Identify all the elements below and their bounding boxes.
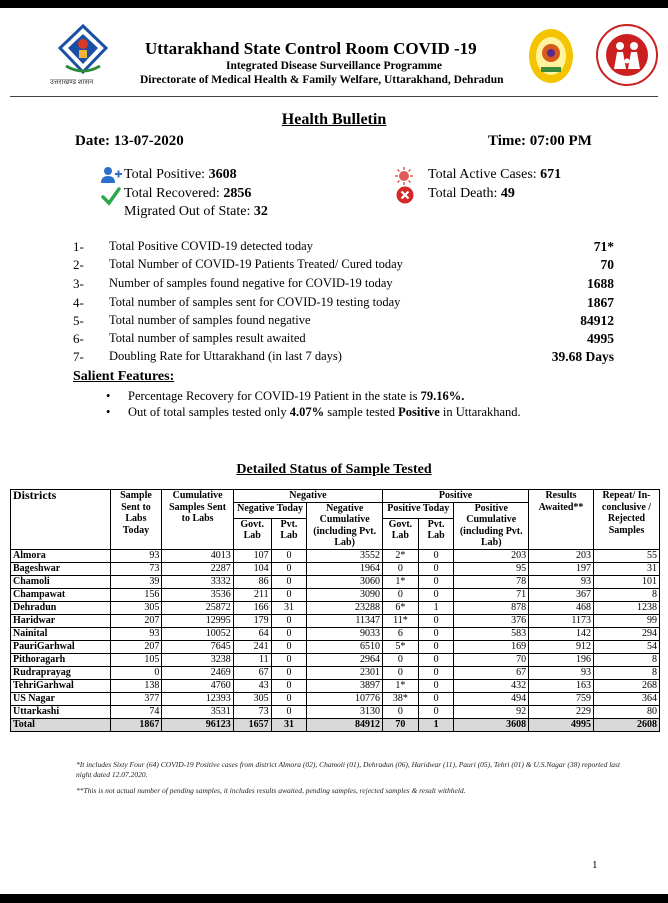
bulletin-time: Time: 07:00 PM xyxy=(488,133,592,149)
table-cell: 367 xyxy=(529,588,594,601)
table-cell: 70 xyxy=(383,718,419,731)
add-user-icon xyxy=(101,166,123,184)
table-cell: 3608 xyxy=(454,718,529,731)
bulletin-title: Health Bulletin xyxy=(281,111,387,128)
bullet-icon: • xyxy=(106,405,111,419)
table-cell: 67 xyxy=(233,666,271,679)
table-row xyxy=(11,575,660,588)
table-cell: 0 xyxy=(383,705,419,718)
table-cell: 3531 xyxy=(162,705,233,718)
district-name: Nainital xyxy=(11,627,111,640)
table-cell: 99 xyxy=(593,614,659,627)
summary-text: Total number of samples sent for COVID-19 testing today xyxy=(109,295,401,309)
table-cell: 0 xyxy=(110,666,162,679)
col-negative: Negative xyxy=(233,490,382,503)
table-cell: 1173 xyxy=(529,614,594,627)
table-cell: 0 xyxy=(383,562,419,575)
summary-value: 39.68 Days xyxy=(551,349,614,364)
table-cell: 0 xyxy=(418,562,454,575)
table-cell: 3552 xyxy=(307,549,383,562)
district-name: Total xyxy=(11,718,111,731)
table-cell: 207 xyxy=(110,614,162,627)
table-cell: 73 xyxy=(110,562,162,575)
district-name: PauriGarhwal xyxy=(11,640,111,653)
table-cell: 156 xyxy=(110,588,162,601)
total-positive: Total Positive: 3608 xyxy=(124,167,237,182)
table-row xyxy=(11,601,660,614)
directorate: Directorate of Medical Health & Family Welfare, Uttarakhand, Dehradun xyxy=(140,74,504,86)
page-number: 1 xyxy=(592,859,598,871)
table-cell: 1 xyxy=(418,601,454,614)
table-cell: 38* xyxy=(383,692,419,705)
table-cell: 104 xyxy=(233,562,271,575)
table-cell: 31 xyxy=(271,718,307,731)
col-cum-sent: Cumulative Samples Sent to Labs xyxy=(162,490,233,550)
sample-status-table xyxy=(10,489,660,732)
nhm-logo-icon xyxy=(590,21,664,87)
table-row xyxy=(11,627,660,640)
table-cell: 3536 xyxy=(162,588,233,601)
table-cell: 93 xyxy=(529,666,594,679)
table-cell: 11* xyxy=(383,614,419,627)
table-cell: 196 xyxy=(529,653,594,666)
table-cell: 9033 xyxy=(307,627,383,640)
table-cell: 1238 xyxy=(593,601,659,614)
table-cell: 0 xyxy=(418,679,454,692)
table-cell: 55 xyxy=(593,549,659,562)
total-active: Total Active Cases: 671 xyxy=(428,167,562,182)
table-cell: 494 xyxy=(454,692,529,705)
table-cell: 305 xyxy=(233,692,271,705)
total-recovered: Total Recovered: 2856 xyxy=(124,186,252,201)
table-cell: 0 xyxy=(418,614,454,627)
table-cell: 0 xyxy=(271,588,307,601)
district-name: Champawat xyxy=(11,588,111,601)
table-cell: 6* xyxy=(383,601,419,614)
district-name: US Nagar xyxy=(11,692,111,705)
table-cell: 74 xyxy=(110,705,162,718)
col-neg-govt: Govt. Lab xyxy=(233,518,271,549)
table-cell: 4013 xyxy=(162,549,233,562)
table-cell: 0 xyxy=(271,692,307,705)
table-cell: 0 xyxy=(383,653,419,666)
table-row xyxy=(11,692,660,705)
table-cell: 203 xyxy=(529,549,594,562)
summary-value: 71* xyxy=(593,239,614,254)
table-cell: 0 xyxy=(418,692,454,705)
table-cell: 1 xyxy=(418,718,454,731)
table-cell: 67 xyxy=(454,666,529,679)
district-name: Rudraprayag xyxy=(11,666,111,679)
table-cell: 432 xyxy=(454,679,529,692)
table-cell: 0 xyxy=(418,575,454,588)
col-pos-pvt: Pvt. Lab xyxy=(418,518,454,549)
col-positive: Positive xyxy=(383,490,529,503)
bullet-icon: • xyxy=(106,389,111,403)
table-cell: 0 xyxy=(418,640,454,653)
table-title: Detailed Status of Sample Tested xyxy=(236,462,432,477)
table-cell: 96123 xyxy=(162,718,233,731)
table-row xyxy=(11,679,660,692)
table-cell: 84912 xyxy=(307,718,383,731)
table-cell: 1657 xyxy=(233,718,271,731)
district-name: Chamoli xyxy=(11,575,111,588)
summary-text: Total number of samples found negative xyxy=(109,313,311,327)
summary-number: 3- xyxy=(73,276,84,291)
table-cell: 71 xyxy=(454,588,529,601)
summary-value: 4995 xyxy=(587,331,614,346)
table-cell: 0 xyxy=(271,627,307,640)
table-cell: 0 xyxy=(383,666,419,679)
col-sent-today: Sample Sent to Labs Today xyxy=(110,490,162,550)
death-x-icon xyxy=(396,186,414,204)
summary-value: 84912 xyxy=(580,313,614,328)
page-title: Uttarakhand State Control Room COVID -19 xyxy=(145,39,477,58)
table-cell: 0 xyxy=(271,653,307,666)
table-cell: 138 xyxy=(110,679,162,692)
col-neg-today: Negative Today xyxy=(233,502,307,518)
table-cell: 107 xyxy=(233,549,271,562)
table-cell: 0 xyxy=(271,705,307,718)
table-cell: 64 xyxy=(233,627,271,640)
table-cell: 376 xyxy=(454,614,529,627)
table-cell: 31 xyxy=(271,601,307,614)
table-cell: 229 xyxy=(529,705,594,718)
table-cell: 377 xyxy=(110,692,162,705)
footnote-1: *It includes Sixty Four (64) COVID-19 Positive cases from district Almora (02), Chamoli (01), Dehradun (06), Haridwar (11), Pauri (05), Tehri (01) & U.S.Nagar (38) reported last night dated 12.07.2020. xyxy=(76,760,621,779)
col-pos-cum: Positive Cumulative (including Pvt. Lab) xyxy=(454,502,529,549)
table-cell: 2301 xyxy=(307,666,383,679)
summary-number: 2- xyxy=(73,257,84,272)
table-cell: 878 xyxy=(454,601,529,614)
bulletin-date: Date: 13-07-2020 xyxy=(75,133,184,149)
district-name: Almora xyxy=(11,549,111,562)
table-cell: 0 xyxy=(418,666,454,679)
table-cell: 305 xyxy=(110,601,162,614)
subtitle: Integrated Disease Surveillance Programme xyxy=(225,60,442,72)
table-cell: 2964 xyxy=(307,653,383,666)
table-cell: 1964 xyxy=(307,562,383,575)
virus-icon xyxy=(394,166,414,186)
table-cell: 2287 xyxy=(162,562,233,575)
salient-bullet-1: Percentage Recovery for COVID-19 Patient in the state is 79.16%. xyxy=(128,389,465,403)
summary-number: 6- xyxy=(73,331,84,346)
footnote-2: **This is not actual number of pending samples, it includes results awaited, pending samples, rejected samples & result withheld. xyxy=(76,786,466,795)
table-cell: 10776 xyxy=(307,692,383,705)
table-cell: 101 xyxy=(593,575,659,588)
table-cell: 5* xyxy=(383,640,419,653)
table-total-row xyxy=(11,718,660,731)
table-cell: 211 xyxy=(233,588,271,601)
summary-value: 1688 xyxy=(587,276,614,291)
table-cell: 4760 xyxy=(162,679,233,692)
table-cell: 0 xyxy=(418,705,454,718)
table-row xyxy=(11,562,660,575)
table-cell: 7645 xyxy=(162,640,233,653)
summary-text: Total Positive COVID-19 detected today xyxy=(109,239,313,253)
summary-value: 1867 xyxy=(587,295,614,310)
table-cell: 6510 xyxy=(307,640,383,653)
table-row xyxy=(11,588,660,601)
table-cell: 169 xyxy=(454,640,529,653)
top-border xyxy=(0,0,668,8)
table-cell: 0 xyxy=(271,666,307,679)
table-cell: 6 xyxy=(383,627,419,640)
table-row xyxy=(11,666,660,679)
table-cell: 268 xyxy=(593,679,659,692)
table-cell: 0 xyxy=(271,640,307,653)
table-cell: 0 xyxy=(271,549,307,562)
table-cell: 3897 xyxy=(307,679,383,692)
table-cell: 3130 xyxy=(307,705,383,718)
table-cell: 3238 xyxy=(162,653,233,666)
table-cell: 2* xyxy=(383,549,419,562)
col-neg-cum: Negative Cumulative (including Pvt. Lab) xyxy=(307,502,383,549)
col-awaited: Results Awaited** xyxy=(529,490,594,550)
table-cell: 78 xyxy=(454,575,529,588)
col-pos-govt: Govt. Lab xyxy=(383,518,419,549)
district-name: Haridwar xyxy=(11,614,111,627)
covid-emblem-icon xyxy=(527,27,575,85)
table-cell: 10052 xyxy=(162,627,233,640)
table-cell: 31 xyxy=(593,562,659,575)
col-districts: Districts xyxy=(11,490,111,550)
salient-bullet-2: Out of total samples tested only 4.07% sample tested Positive in Uttarakhand. xyxy=(128,405,521,419)
migrated-out: Migrated Out of State: 32 xyxy=(124,204,268,219)
table-cell: 2608 xyxy=(593,718,659,731)
table-cell: 3060 xyxy=(307,575,383,588)
table-cell: 0 xyxy=(418,588,454,601)
logo-caption: उत्तराखण्ड शासन xyxy=(50,78,94,86)
table-cell: 142 xyxy=(529,627,594,640)
table-cell: 1* xyxy=(383,679,419,692)
table-cell: 8 xyxy=(593,588,659,601)
table-cell: 25872 xyxy=(162,601,233,614)
table-cell: 86 xyxy=(233,575,271,588)
table-row xyxy=(11,614,660,627)
table-cell: 3332 xyxy=(162,575,233,588)
table-cell: 203 xyxy=(454,549,529,562)
table-cell: 70 xyxy=(454,653,529,666)
table-row xyxy=(11,640,660,653)
table-cell: 8 xyxy=(593,653,659,666)
table-cell: 93 xyxy=(110,627,162,640)
table-cell: 197 xyxy=(529,562,594,575)
table-cell: 12393 xyxy=(162,692,233,705)
table-cell: 2469 xyxy=(162,666,233,679)
table-row xyxy=(11,705,660,718)
table-cell: 3090 xyxy=(307,588,383,601)
total-death: Total Death: 49 xyxy=(428,186,515,201)
table-cell: 759 xyxy=(529,692,594,705)
table-cell: 583 xyxy=(454,627,529,640)
table-cell: 105 xyxy=(110,653,162,666)
table-cell: 1* xyxy=(383,575,419,588)
header-divider xyxy=(10,96,658,97)
table-cell: 912 xyxy=(529,640,594,653)
table-cell: 95 xyxy=(454,562,529,575)
summary-text: Total Number of COVID-19 Patients Treated/ Cured today xyxy=(109,257,403,271)
table-cell: 43 xyxy=(233,679,271,692)
summary-text: Total number of samples result awaited xyxy=(109,331,306,345)
table-cell: 11 xyxy=(233,653,271,666)
table-cell: 39 xyxy=(110,575,162,588)
table-cell: 0 xyxy=(271,614,307,627)
table-cell: 0 xyxy=(418,549,454,562)
district-name: Dehradun xyxy=(11,601,111,614)
table-cell: 179 xyxy=(233,614,271,627)
bottom-border xyxy=(0,894,668,903)
table-cell: 73 xyxy=(233,705,271,718)
table-cell: 294 xyxy=(593,627,659,640)
table-row xyxy=(11,549,660,562)
col-pos-today: Positive Today xyxy=(383,502,454,518)
table-cell: 166 xyxy=(233,601,271,614)
table-cell: 163 xyxy=(529,679,594,692)
table-cell: 92 xyxy=(454,705,529,718)
table-cell: 12995 xyxy=(162,614,233,627)
table-cell: 54 xyxy=(593,640,659,653)
table-cell: 93 xyxy=(110,549,162,562)
table-cell: 11347 xyxy=(307,614,383,627)
table-cell: 8 xyxy=(593,666,659,679)
summary-value: 70 xyxy=(600,257,614,272)
district-name: Pithoragarh xyxy=(11,653,111,666)
table-cell: 0 xyxy=(271,575,307,588)
col-neg-pvt: Pvt. Lab xyxy=(271,518,307,549)
table-cell: 0 xyxy=(271,679,307,692)
table-cell: 4995 xyxy=(529,718,594,731)
table-cell: 0 xyxy=(271,562,307,575)
district-name: Uttarkashi xyxy=(11,705,111,718)
table-cell: 80 xyxy=(593,705,659,718)
table-cell: 241 xyxy=(233,640,271,653)
table-cell: 0 xyxy=(418,653,454,666)
table-cell: 0 xyxy=(418,627,454,640)
table-cell: 93 xyxy=(529,575,594,588)
district-name: TehriGarhwal xyxy=(11,679,111,692)
table-cell: 207 xyxy=(110,640,162,653)
summary-number: 7- xyxy=(73,349,84,364)
checkmark-icon xyxy=(101,186,121,206)
col-repeat: Repeat/ In-conclusive / Rejected Samples xyxy=(593,490,659,550)
table-cell: 364 xyxy=(593,692,659,705)
table-cell: 0 xyxy=(383,588,419,601)
summary-number: 5- xyxy=(73,313,84,328)
summary-number: 4- xyxy=(73,295,84,310)
table-row xyxy=(11,653,660,666)
table-cell: 468 xyxy=(529,601,594,614)
table-cell: 23288 xyxy=(307,601,383,614)
table-cell: 1867 xyxy=(110,718,162,731)
district-name: Bageshwar xyxy=(11,562,111,575)
salient-title: Salient Features: xyxy=(73,369,175,384)
summary-text: Doubling Rate for Uttarakhand (in last 7 days) xyxy=(109,349,342,363)
summary-text: Number of samples found negative for COVID-19 today xyxy=(109,276,393,290)
summary-number: 1- xyxy=(73,239,84,254)
